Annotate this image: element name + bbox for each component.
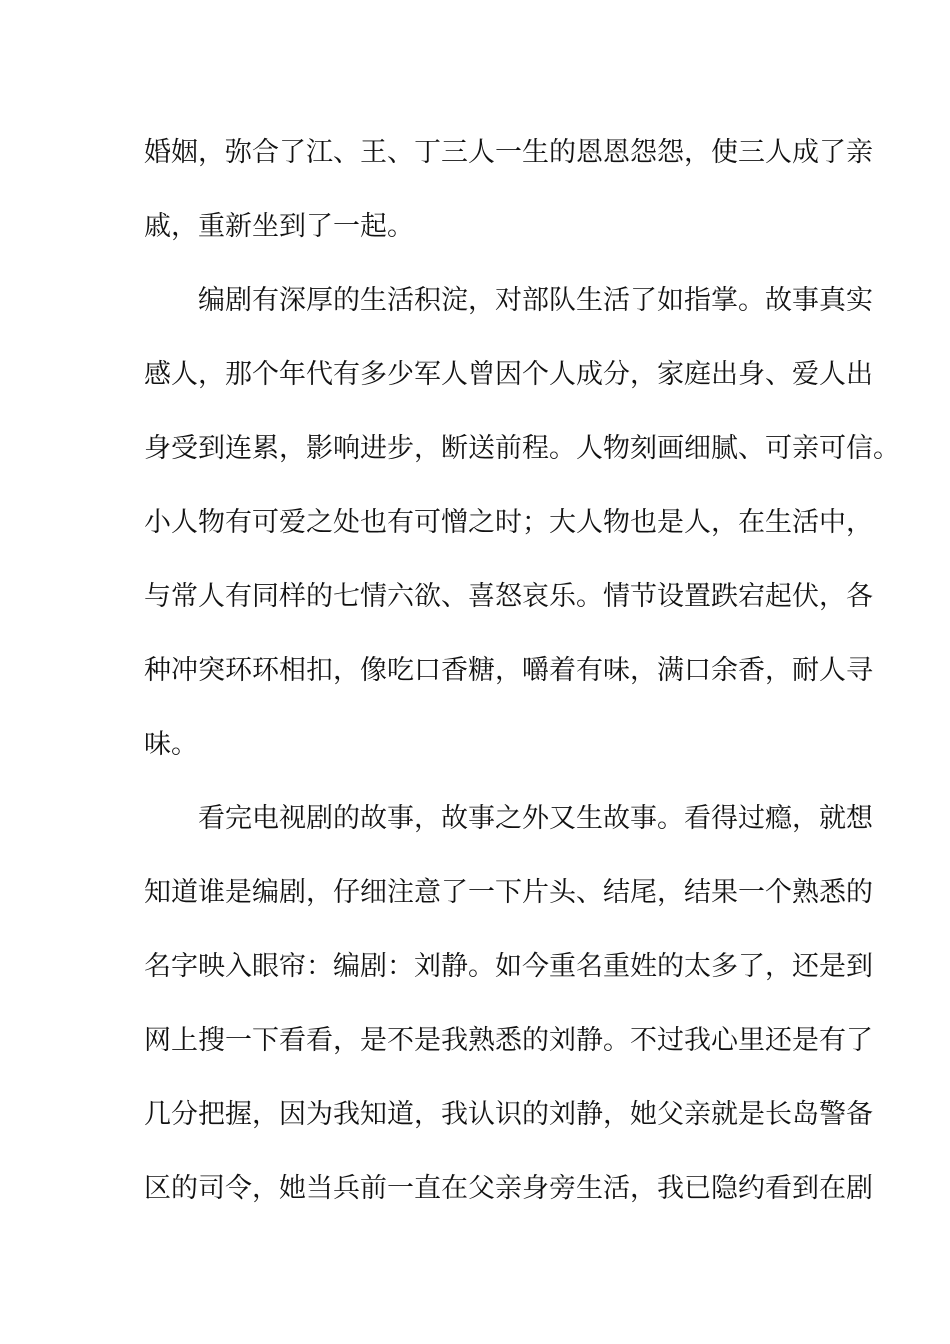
- text-line: 婚姻，弥合了江、王、丁三人一生的恩恩怨怨，使三人成了亲: [144, 137, 873, 168]
- text-line: 感人，那个年代有多少军人曾因个人成分，家庭出身、爱人出: [144, 359, 873, 390]
- text-line: 味。: [144, 729, 198, 760]
- text-line: 区的司令，她当兵前一直在父亲身旁生活，我已隐约看到在剧: [144, 1173, 873, 1204]
- text-line: 名字映入眼帘：编剧：刘静。如今重名重姓的太多了，还是到: [144, 951, 873, 982]
- text-line: 戚，重新坐到了一起。: [144, 211, 414, 242]
- text-line: 种冲突环环相扣，像吃口香糖，嚼着有味，满口余香，耐人寻: [144, 655, 873, 686]
- text-line: 与常人有同样的七情六欲、喜怒哀乐。情节设置跌宕起伏，各: [144, 581, 873, 612]
- text-line: 身受到连累，影响进步，断送前程。人物刻画细腻、可亲可信。: [144, 433, 900, 464]
- text-line: 小人物有可爱之处也有可憎之时；大人物也是人，在生活中，: [144, 507, 873, 538]
- text-line: 看完电视剧的故事，故事之外又生故事。看得过瘾，就想: [144, 803, 873, 834]
- text-line: 知道谁是编剧，仔细注意了一下片头、结尾，结果一个熟悉的: [144, 877, 873, 908]
- text-line: 编剧有深厚的生活积淀，对部队生活了如指掌。故事真实: [144, 285, 873, 316]
- text-line: 几分把握，因为我知道，我认识的刘静，她父亲就是长岛警备: [144, 1099, 873, 1130]
- text-line: 网上搜一下看看，是不是我熟悉的刘静。不过我心里还是有了: [144, 1025, 873, 1056]
